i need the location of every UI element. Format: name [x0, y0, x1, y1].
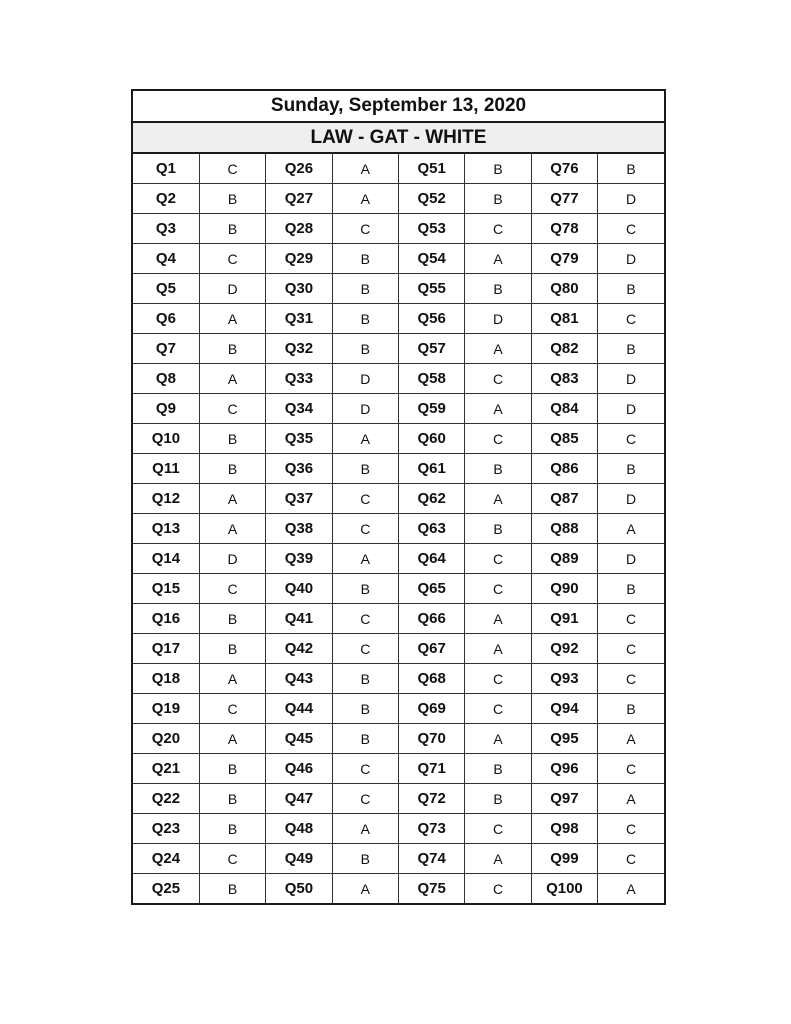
answer-letter: B [199, 424, 265, 454]
table-row [133, 784, 664, 814]
question-number: Q97 [531, 784, 597, 814]
table-row [133, 184, 664, 214]
answer-letter: A [465, 394, 531, 424]
question-number: Q30 [266, 274, 332, 304]
question-number: Q67 [399, 634, 465, 664]
table-row [133, 394, 664, 424]
question-number: Q82 [531, 334, 597, 364]
answer-letter: D [598, 394, 664, 424]
answer-letter: B [332, 724, 398, 754]
answer-letter: A [332, 814, 398, 844]
question-number: Q66 [399, 604, 465, 634]
question-number: Q25 [133, 874, 199, 904]
answer-letter: C [199, 394, 265, 424]
answer-letter: A [199, 724, 265, 754]
question-number: Q10 [133, 424, 199, 454]
answer-letter: B [598, 274, 664, 304]
question-number: Q90 [531, 574, 597, 604]
question-number: Q70 [399, 724, 465, 754]
answer-letter: D [598, 364, 664, 394]
answer-key-sheet [131, 89, 666, 905]
question-number: Q62 [399, 484, 465, 514]
question-number: Q59 [399, 394, 465, 424]
answer-letter: C [598, 604, 664, 634]
answer-letter: B [199, 874, 265, 904]
answer-letter: D [199, 274, 265, 304]
answer-letter: C [332, 784, 398, 814]
answer-letter: C [465, 664, 531, 694]
question-number: Q32 [266, 334, 332, 364]
answer-letter: C [199, 694, 265, 724]
answer-letter: A [332, 154, 398, 184]
question-number: Q43 [266, 664, 332, 694]
answer-letter: C [199, 574, 265, 604]
question-number: Q3 [133, 214, 199, 244]
question-number: Q8 [133, 364, 199, 394]
answer-letter: C [598, 754, 664, 784]
answer-letter: A [465, 604, 531, 634]
answer-letter: C [199, 154, 265, 184]
answer-letter: B [332, 454, 398, 484]
answer-letter: C [465, 694, 531, 724]
question-number: Q58 [399, 364, 465, 394]
answer-letter: C [598, 844, 664, 874]
question-number: Q1 [133, 154, 199, 184]
table-row [133, 544, 664, 574]
question-number: Q15 [133, 574, 199, 604]
answer-letter: D [598, 544, 664, 574]
question-number: Q45 [266, 724, 332, 754]
table-row [133, 244, 664, 274]
question-number: Q27 [266, 184, 332, 214]
answer-letter: C [598, 304, 664, 334]
question-number: Q20 [133, 724, 199, 754]
answer-letter: C [332, 754, 398, 784]
answer-letter: B [332, 304, 398, 334]
question-number: Q50 [266, 874, 332, 904]
question-number: Q22 [133, 784, 199, 814]
question-number: Q12 [133, 484, 199, 514]
answer-letter: A [199, 304, 265, 334]
question-number: Q18 [133, 664, 199, 694]
question-number: Q100 [531, 874, 597, 904]
answer-letter: B [199, 634, 265, 664]
question-number: Q88 [531, 514, 597, 544]
table-row [133, 694, 664, 724]
question-number: Q53 [399, 214, 465, 244]
question-number: Q80 [531, 274, 597, 304]
answer-letter: B [598, 154, 664, 184]
question-number: Q85 [531, 424, 597, 454]
question-number: Q74 [399, 844, 465, 874]
answer-letter: B [465, 454, 531, 484]
answer-letter: B [332, 274, 398, 304]
table-row [133, 874, 664, 904]
answer-letter: D [332, 394, 398, 424]
question-number: Q41 [266, 604, 332, 634]
answer-letter: B [332, 574, 398, 604]
question-number: Q57 [399, 334, 465, 364]
question-number: Q86 [531, 454, 597, 484]
answer-letter: C [465, 364, 531, 394]
question-number: Q4 [133, 244, 199, 274]
question-number: Q6 [133, 304, 199, 334]
answer-letter: A [598, 874, 664, 904]
question-number: Q36 [266, 454, 332, 484]
table-row [133, 724, 664, 754]
question-number: Q14 [133, 544, 199, 574]
question-number: Q79 [531, 244, 597, 274]
answer-letter: A [465, 334, 531, 364]
answer-letter: A [598, 724, 664, 754]
answer-letter: B [465, 154, 531, 184]
answer-letter: B [199, 334, 265, 364]
question-number: Q16 [133, 604, 199, 634]
exam-subtitle: LAW - GAT - WHITE [133, 123, 664, 154]
question-number: Q2 [133, 184, 199, 214]
table-row [133, 214, 664, 244]
question-number: Q55 [399, 274, 465, 304]
answer-letter: D [598, 184, 664, 214]
date-title: Sunday, September 13, 2020 [133, 91, 664, 123]
answer-letter: D [598, 244, 664, 274]
question-number: Q33 [266, 364, 332, 394]
question-number: Q95 [531, 724, 597, 754]
answer-letter: B [465, 784, 531, 814]
question-number: Q54 [399, 244, 465, 274]
answer-letter: A [465, 244, 531, 274]
answer-letter: C [598, 664, 664, 694]
answer-letter: C [465, 424, 531, 454]
answer-letter: B [598, 574, 664, 604]
answer-letter: A [465, 844, 531, 874]
answer-letter: A [465, 724, 531, 754]
question-number: Q51 [399, 154, 465, 184]
answer-letter: C [598, 814, 664, 844]
answer-letter: C [332, 214, 398, 244]
answer-letter: B [199, 754, 265, 784]
question-number: Q98 [531, 814, 597, 844]
question-number: Q35 [266, 424, 332, 454]
question-number: Q73 [399, 814, 465, 844]
table-row [133, 754, 664, 784]
answer-letter: B [332, 334, 398, 364]
table-row [133, 844, 664, 874]
question-number: Q76 [531, 154, 597, 184]
table-row [133, 454, 664, 484]
answer-letter: C [598, 214, 664, 244]
question-number: Q44 [266, 694, 332, 724]
question-number: Q40 [266, 574, 332, 604]
question-number: Q60 [399, 424, 465, 454]
question-number: Q46 [266, 754, 332, 784]
answer-letter: B [199, 184, 265, 214]
answer-letter: A [332, 184, 398, 214]
answer-letter: C [465, 574, 531, 604]
question-number: Q19 [133, 694, 199, 724]
question-number: Q49 [266, 844, 332, 874]
table-row [133, 814, 664, 844]
answer-letter: A [465, 634, 531, 664]
question-number: Q29 [266, 244, 332, 274]
table-row [133, 634, 664, 664]
table-row [133, 304, 664, 334]
question-number: Q99 [531, 844, 597, 874]
answer-letter: D [332, 364, 398, 394]
answer-letter: A [332, 544, 398, 574]
table-row [133, 274, 664, 304]
question-number: Q28 [266, 214, 332, 244]
question-number: Q69 [399, 694, 465, 724]
answer-letter: B [598, 454, 664, 484]
answer-letter: B [332, 844, 398, 874]
question-number: Q91 [531, 604, 597, 634]
answer-letter: C [465, 214, 531, 244]
question-number: Q11 [133, 454, 199, 484]
answer-letter: A [199, 484, 265, 514]
question-number: Q71 [399, 754, 465, 784]
answer-letter: D [199, 544, 265, 574]
question-number: Q78 [531, 214, 597, 244]
answer-letter: B [465, 514, 531, 544]
answer-letter: B [332, 244, 398, 274]
question-number: Q68 [399, 664, 465, 694]
answer-letter: B [199, 454, 265, 484]
question-number: Q87 [531, 484, 597, 514]
answer-letter: A [465, 484, 531, 514]
question-number: Q72 [399, 784, 465, 814]
question-number: Q21 [133, 754, 199, 784]
answer-letter: B [598, 334, 664, 364]
table-row [133, 334, 664, 364]
question-number: Q37 [266, 484, 332, 514]
answer-letter: B [332, 694, 398, 724]
answer-letter: B [199, 814, 265, 844]
question-number: Q64 [399, 544, 465, 574]
answer-letter: B [465, 184, 531, 214]
answer-letter: B [465, 274, 531, 304]
answer-letter: A [199, 664, 265, 694]
answer-letter: C [199, 844, 265, 874]
question-number: Q77 [531, 184, 597, 214]
answer-letter: A [332, 874, 398, 904]
question-number: Q65 [399, 574, 465, 604]
question-number: Q7 [133, 334, 199, 364]
answer-letter: B [199, 604, 265, 634]
question-number: Q5 [133, 274, 199, 304]
question-number: Q84 [531, 394, 597, 424]
question-number: Q13 [133, 514, 199, 544]
question-number: Q31 [266, 304, 332, 334]
question-number: Q75 [399, 874, 465, 904]
answer-letter: C [598, 424, 664, 454]
answer-letter: A [598, 784, 664, 814]
answer-letter: B [199, 214, 265, 244]
answer-letter: C [465, 874, 531, 904]
answer-letter: C [465, 544, 531, 574]
answer-letter: A [332, 424, 398, 454]
question-number: Q38 [266, 514, 332, 544]
table-row [133, 514, 664, 544]
question-number: Q34 [266, 394, 332, 424]
table-row [133, 154, 664, 184]
question-number: Q52 [399, 184, 465, 214]
answer-letter: C [465, 814, 531, 844]
question-number: Q26 [266, 154, 332, 184]
answer-letter: D [598, 484, 664, 514]
table-row [133, 364, 664, 394]
question-number: Q48 [266, 814, 332, 844]
question-number: Q47 [266, 784, 332, 814]
answer-letter: B [199, 784, 265, 814]
question-number: Q39 [266, 544, 332, 574]
question-number: Q24 [133, 844, 199, 874]
answer-letter: B [332, 664, 398, 694]
question-number: Q56 [399, 304, 465, 334]
answer-letter: B [598, 694, 664, 724]
answer-letter: A [598, 514, 664, 544]
question-number: Q42 [266, 634, 332, 664]
question-number: Q92 [531, 634, 597, 664]
question-number: Q81 [531, 304, 597, 334]
answer-letter: C [332, 484, 398, 514]
table-row [133, 424, 664, 454]
answer-table [133, 154, 664, 903]
table-row [133, 574, 664, 604]
answer-letter: C [598, 634, 664, 664]
answer-letter: B [465, 754, 531, 784]
answer-letter: A [199, 514, 265, 544]
answer-letter: C [332, 604, 398, 634]
table-row [133, 664, 664, 694]
question-number: Q23 [133, 814, 199, 844]
question-number: Q61 [399, 454, 465, 484]
table-row [133, 604, 664, 634]
question-number: Q9 [133, 394, 199, 424]
answer-letter: C [332, 634, 398, 664]
question-number: Q17 [133, 634, 199, 664]
answer-letter: D [465, 304, 531, 334]
question-number: Q83 [531, 364, 597, 394]
answer-letter: A [199, 364, 265, 394]
question-number: Q63 [399, 514, 465, 544]
answer-letter: C [199, 244, 265, 274]
question-number: Q89 [531, 544, 597, 574]
question-number: Q96 [531, 754, 597, 784]
table-row [133, 484, 664, 514]
question-number: Q93 [531, 664, 597, 694]
question-number: Q94 [531, 694, 597, 724]
answer-letter: C [332, 514, 398, 544]
